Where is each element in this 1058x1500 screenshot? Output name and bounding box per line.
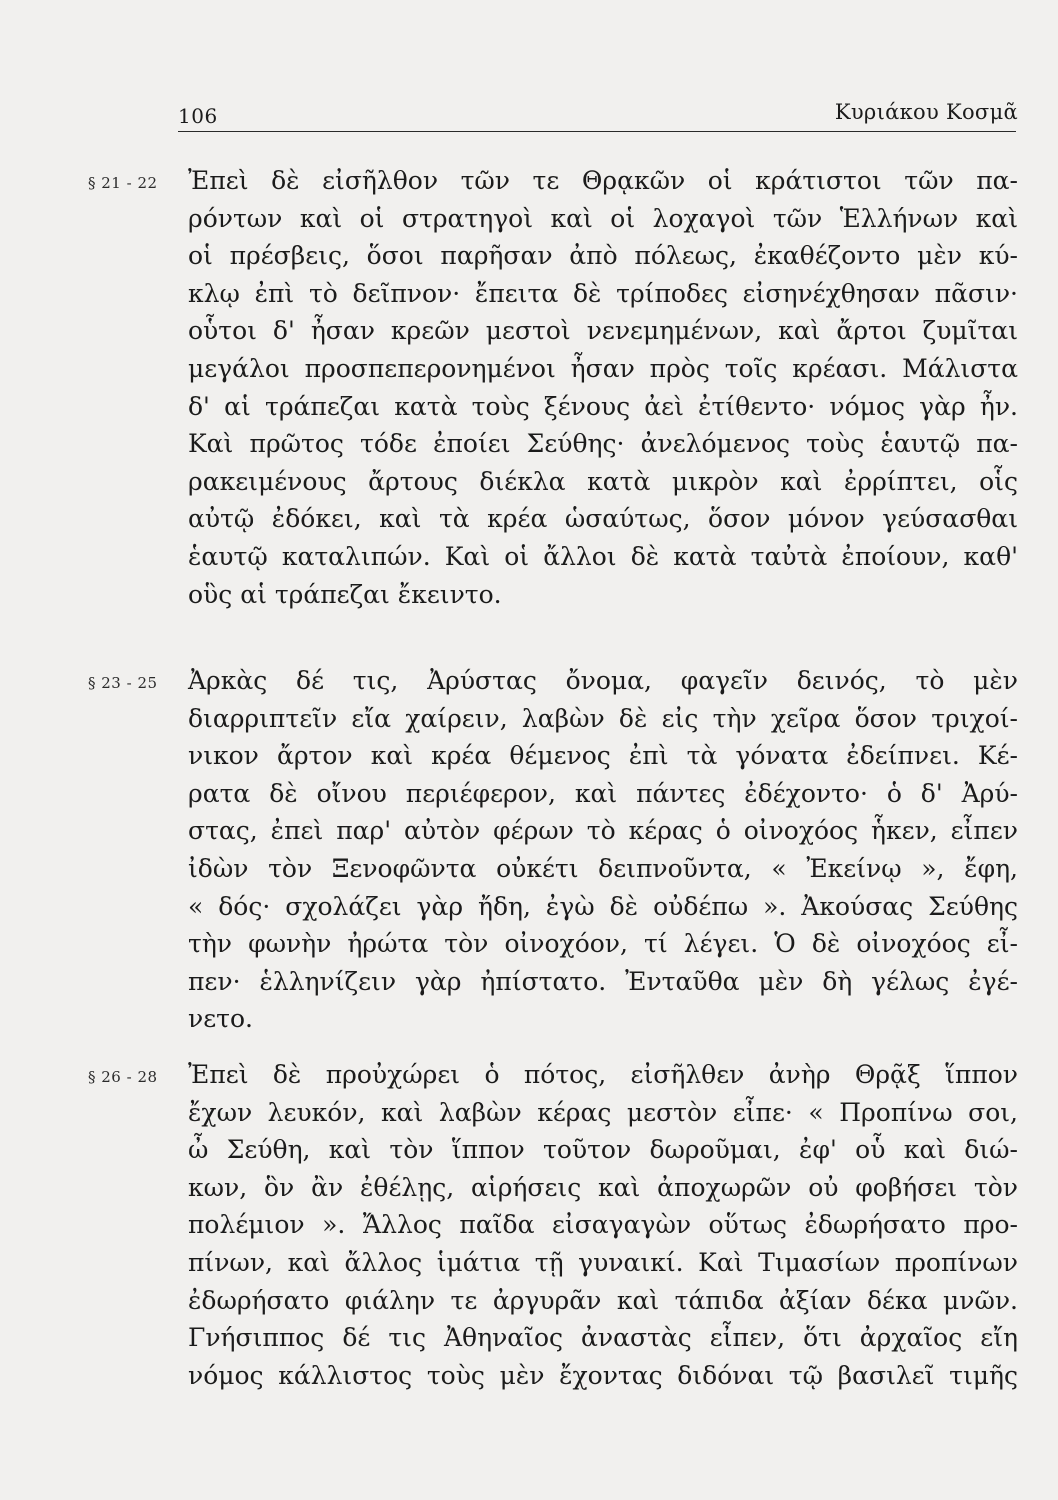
text-line: ρόντων καὶ οἱ στρατηγοὶ καὶ οἱ λοχαγοὶ τῶν Ἑλλήνων καὶ bbox=[188, 203, 1018, 233]
text-line: οἱ πρέσβεις, ὅσοι παρῆσαν ἀπὸ πόλεως, ἐκαθέζοντο μὲν κύ- bbox=[188, 241, 1018, 271]
page-number: 106 bbox=[178, 104, 218, 128]
text-line: μεγάλοι προσπεπερονημένοι ἦσαν πρὸς τοῖς κρέασι. Μάλιστα bbox=[188, 353, 1018, 383]
section-text bbox=[188, 1056, 1018, 1394]
text-line: ρατα δὲ οἴνου περιέφερον, καὶ πάντες ἐδέχοντο· ὁ δ' Ἀρύ- bbox=[188, 778, 1018, 808]
text-line: Καὶ πρῶτος τόδε ἐποίει Σεύθης· ἀνελόμενος τοὺς ἑαυτῷ πα- bbox=[188, 429, 1018, 459]
text-line: Ἀρκὰς δέ τις, Ἀρύστας ὄνομα, φαγεῖν δεινός, τὸ μὲν bbox=[188, 666, 1018, 695]
text-line: ἑαυτῷ καταλιπών. Καὶ οἱ ἄλλοι δὲ κατὰ ταὐτὰ ἐποίουν, καθ' bbox=[188, 541, 1018, 571]
text-line: ἰδὼν τὸν Ξενοφῶντα οὐκέτι δειπνοῦντα, « Ἐκείνῳ », ἔφη, bbox=[188, 853, 1018, 883]
text-line: νικον ἄρτον καὶ κρέα θέμενος ἐπὶ τὰ γόνατα ἐδείπνει. Κέ- bbox=[188, 741, 1018, 771]
header-rule bbox=[178, 131, 1016, 132]
text-line: πολέμιον ». Ἄλλος παῖδα εἰσαγαγὼν οὕτως ἐδωρήσατο προ- bbox=[188, 1210, 1018, 1240]
text-line: νόμος κάλλιστος τοὺς μὲν ἔχοντας διδόναι τῷ βασιλεῖ τιμῆς bbox=[188, 1360, 1018, 1390]
section-text bbox=[188, 162, 1018, 613]
text-line: πίνων, καὶ ἄλλος ἱμάτια τῇ γυναικί. Καὶ Τιμασίων προπίνων bbox=[188, 1247, 1018, 1277]
text-line: ρακειμένους ἄρτους διέκλα κατὰ μικρὸν καὶ ἐρρίπτει, οἷς bbox=[188, 466, 1018, 496]
text-line: κων, ὃν ἂν ἐθέλῃς, αἱρήσεις καὶ ἀποχωρῶν οὐ φοβήσει τὸν bbox=[188, 1172, 1018, 1202]
text-line: πεν· ἑλληνίζειν γὰρ ἠπίστατο. Ἐνταῦθα μὲν δὴ γέλως ἐγέ- bbox=[188, 966, 1018, 996]
text-line: κλῳ ἐπὶ τὸ δεῖπνον· ἔπειτα δὲ τρίποδες εἰσηνέχθησαν πᾶσιν· bbox=[188, 278, 1018, 308]
text-line: ἔχων λευκόν, καὶ λαβὼν κέρας μεστὸν εἶπε· « Προπίνω σοι, bbox=[188, 1097, 1018, 1127]
section-text bbox=[188, 662, 1018, 1038]
section-reference: § 23 - 25 bbox=[88, 674, 158, 692]
text-line: στας, ἐπεὶ παρ' αὐτὸν φέρων τὸ κέρας ὁ οἰνοχόος ἧκεν, εἶπεν bbox=[188, 816, 1018, 846]
text-line: ὦ Σεύθη, καὶ τὸν ἵππον τοῦτον δωροῦμαι, ἐφ' οὗ καὶ διώ- bbox=[188, 1135, 1018, 1165]
text-line: οὓς αἱ τράπεζαι ἔκειντο. bbox=[188, 579, 502, 609]
page-header bbox=[178, 92, 1018, 132]
text-line: διαρριπτεῖν εἴα χαίρειν, λαβὼν δὲ εἰς τὴν χεῖρα ὅσον τριχοί- bbox=[188, 703, 1018, 733]
text-line: δ' αἱ τράπεζαι κατὰ τοὺς ξένους ἀεὶ ἐτίθεντο· νόμος γὰρ ἦν. bbox=[188, 391, 1018, 421]
text-line: ἐδωρήσατο φιάλην τε ἀργυρᾶν καὶ τάπιδα ἀξίαν δέκα μνῶν. bbox=[188, 1285, 1018, 1315]
text-line: τὴν φωνὴν ἠρώτα τὸν οἰνοχόον, τί λέγει. Ὁ δὲ οἰνοχόος εἶ- bbox=[188, 929, 1018, 959]
text-line: αὐτῷ ἐδόκει, καὶ τὰ κρέα ὡσαύτως, ὅσον μόνον γεύσασθαι bbox=[188, 504, 1018, 534]
text-line: « δός· σχολάζει γὰρ ἤδη, ἐγὼ δὲ οὐδέπω ». Ἀκούσας Σεύθης bbox=[188, 891, 1018, 921]
running-head: Κυριάκου Κοσμᾶ bbox=[834, 100, 1018, 124]
text-line: Ἐπεὶ δὲ προὐχώρει ὁ πότος, εἰσῆλθεν ἀνὴρ Θρᾷξ ἵππον bbox=[188, 1060, 1018, 1089]
text-line: οὗτοι δ' ἦσαν κρεῶν μεστοὶ νενεμημένων, καὶ ἄρτοι ζυμῖται bbox=[188, 316, 1018, 346]
text-line: Γνήσιππος δέ τις Ἀθηναῖος ἀναστὰς εἶπεν, ὅτι ἀρχαῖος εἴη bbox=[188, 1323, 1018, 1353]
text-line: Ἐπεὶ δὲ εἰσῆλθον τῶν τε Θρᾳκῶν οἱ κράτιστοι τῶν πα- bbox=[188, 166, 1018, 195]
section-reference: § 21 - 22 bbox=[88, 174, 158, 192]
text-line: νετο. bbox=[188, 1004, 253, 1034]
section-reference: § 26 - 28 bbox=[88, 1068, 158, 1086]
